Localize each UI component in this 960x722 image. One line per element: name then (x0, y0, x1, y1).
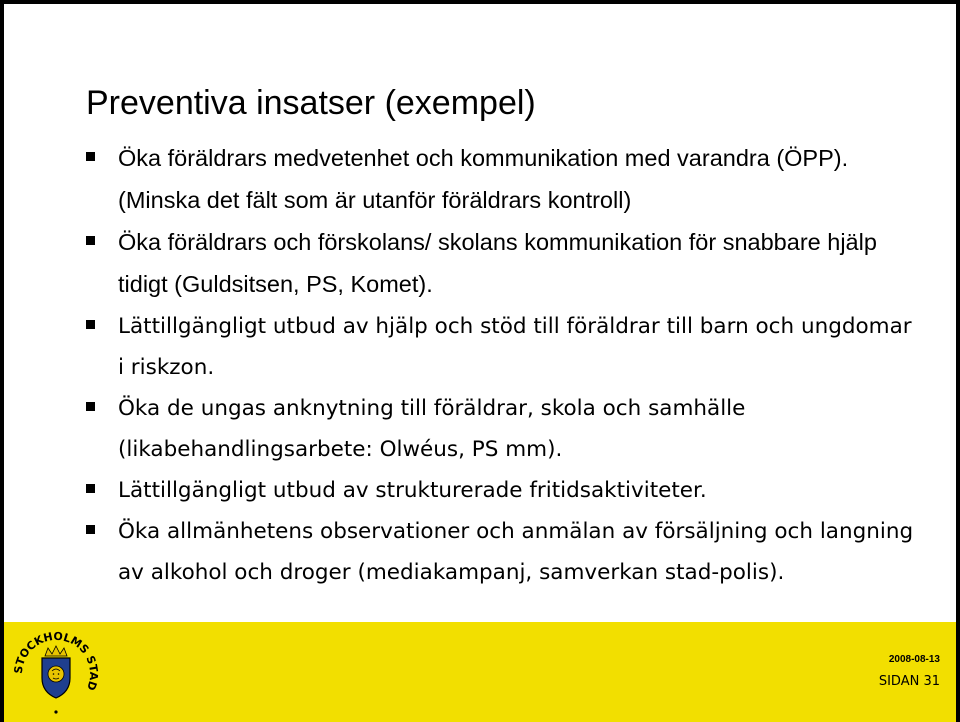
bullet-item (4, 306, 960, 388)
logo-lettering: STOCKHOLMS STAD (12, 630, 100, 693)
bullet-text: Öka de ungas anknytning till föräldrar, skola och samhälle (likabehandlingsarbete: Olwéus, PS mm). (118, 396, 746, 462)
stockholm-crest-logo (12, 630, 100, 718)
square-bullet-icon (86, 484, 95, 493)
square-bullet-icon (86, 402, 95, 411)
bullet-text: Öka föräldrars medvetenhet och kommunikation med varandra (ÖPP). (Minska det fält som är utanför föräldrars kontroll) (118, 145, 849, 213)
slide-title: Preventiva insatser (exempel) (86, 84, 536, 122)
bullet-item (4, 470, 960, 511)
square-bullet-icon (86, 525, 95, 534)
bullet-item (4, 222, 960, 306)
square-bullet-icon (86, 236, 95, 245)
bullet-item (4, 388, 960, 470)
square-bullet-icon (86, 152, 95, 161)
bullet-list (4, 138, 960, 593)
bullet-text: Lättillgängligt utbud av hjälp och stöd till föräldrar till barn och ungdomar i riskzon. (118, 314, 912, 380)
page-number: SIDAN 31 (878, 674, 940, 689)
bullet-text: Öka föräldrars och förskolans/ skolans kommunikation för snabbare hjälp tidigt (Guldsitsen, PS, Komet). (118, 229, 877, 297)
slide-date: 2008-08-13 (888, 654, 940, 665)
bullet-text: Öka allmänhetens observationer och anmälan av försäljning och langning av alkohol och droger (mediakampanj, samverkan stad-polis). (118, 519, 914, 585)
bullet-item (4, 138, 960, 222)
footer-bar (4, 622, 956, 722)
bullet-item (4, 511, 960, 593)
bullet-text: Lättillgängligt utbud av strukturerade fritidsaktiviteter. (118, 478, 707, 503)
square-bullet-icon (86, 320, 95, 329)
